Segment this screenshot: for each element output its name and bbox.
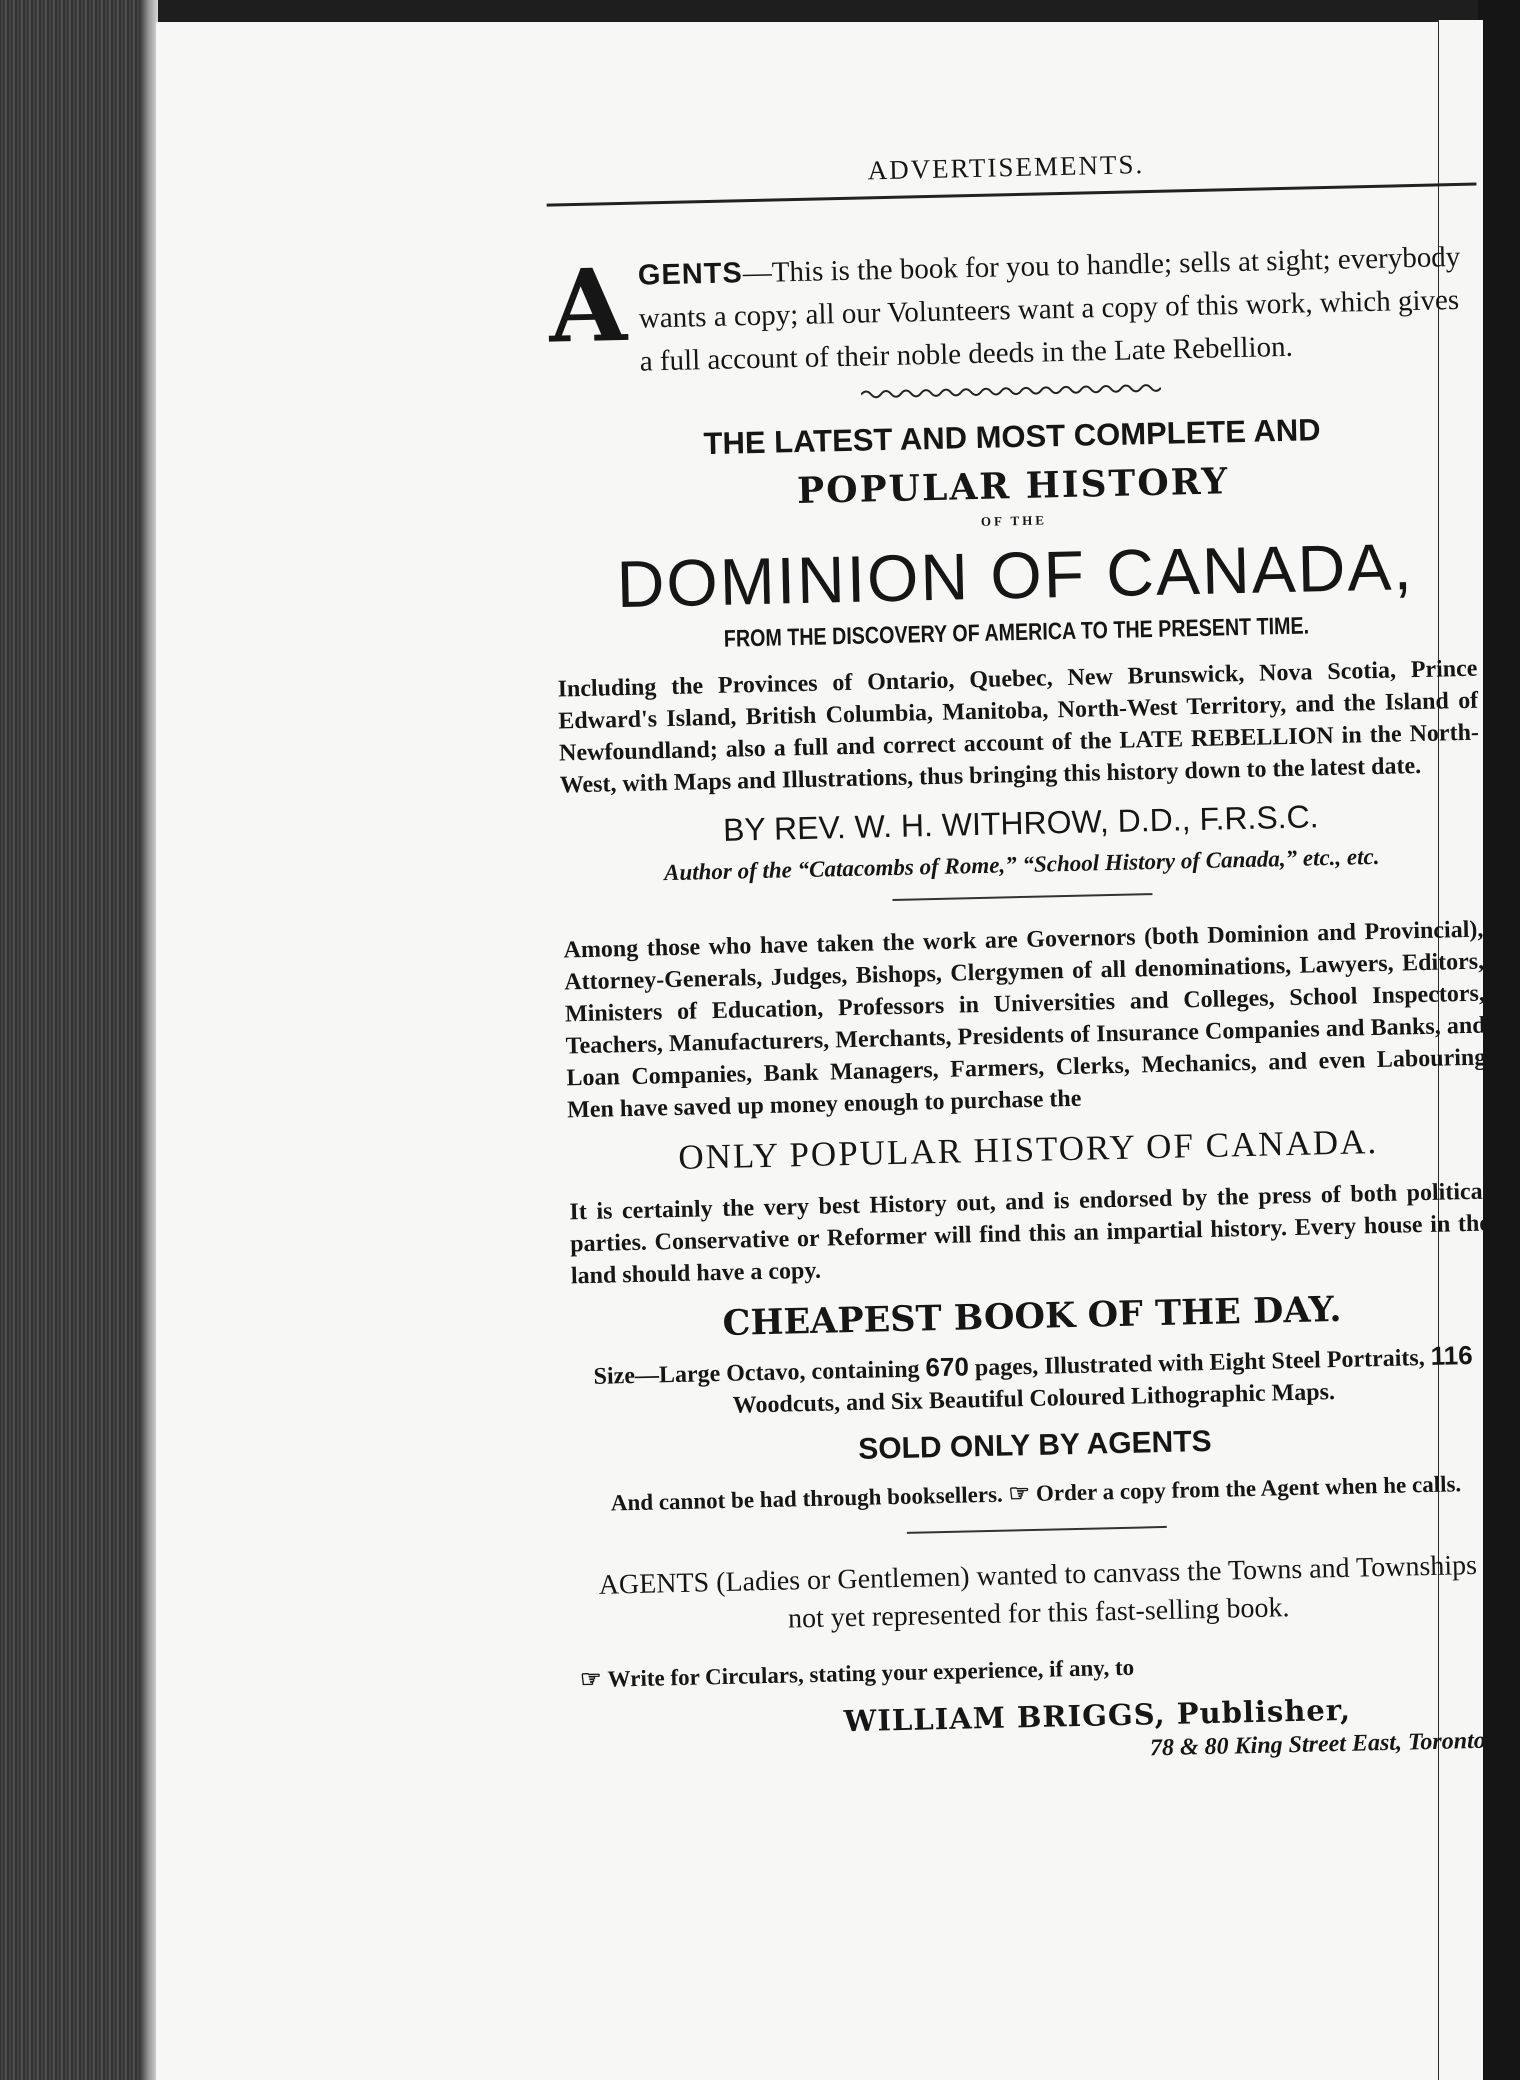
agents-intro xyxy=(548,236,1471,386)
only-popular-heading: ONLY POPULAR HISTORY OF CANADA. xyxy=(677,1122,1379,1177)
title-of-the: OF THE xyxy=(980,512,1048,529)
page-count: 670 xyxy=(925,1351,970,1383)
book-spine xyxy=(0,0,152,2080)
drop-cap: A xyxy=(547,245,628,366)
pointing-hand-icon: ☞ xyxy=(579,1666,602,1694)
write-for-circulars xyxy=(580,1644,1500,1694)
among-paragraph: Among those who have taken the work are Governors (both Dominion and Provincial), Attorney-Generals, Judges, Bishops, Clergymen of all denominations, Lawyers, Editors, Ministers of Education, Professors in Universities and Colleges, School Inspectors, Teachers, Manufacturers, Merchants, Presidents of Insurance Companies and Banks, and Loan Companies, Bank Managers, Farmers, Clerks, Mechanics, and even Labouring Men have saved up money enough to purchase the xyxy=(563,916,1487,1124)
size-text-1: Size—Large Octavo, containing xyxy=(593,1356,926,1390)
author-byline: BY REV. W. H. WITHROW, D.D., F.R.S.C. xyxy=(722,798,1319,848)
intro-text: —This is the book for you to handle; sells at sight; everybody wants a copy; all our Volunteers want a copy of this work, which gives a full account of their noble deeds in the Late Rebellion. xyxy=(638,240,1461,378)
title-latest: THE LATEST AND MOST COMPLETE AND xyxy=(703,412,1321,462)
woodcut-count: 116 xyxy=(1430,1339,1473,1371)
title-subtitle: FROM THE DISCOVERY OF AMERICA TO THE PRESENT TIME. xyxy=(723,612,1310,653)
size-paragraph xyxy=(573,1338,1494,1425)
running-head: ADVERTISEMENTS. xyxy=(867,149,1145,186)
advertisement-content xyxy=(546,142,1502,1775)
publisher-name: WILLIAM BRIGGS, Publisher, xyxy=(843,1692,1352,1739)
size-text-3: Woodcuts, and Six Beautiful Coloured Lithographic Maps. xyxy=(732,1379,1336,1419)
sold-only-heading: SOLD ONLY BY AGENTS xyxy=(857,1424,1212,1466)
divider-rule xyxy=(892,893,1152,901)
including-paragraph: Including the Provinces of Ontario, Quebec, New Brunswick, Nova Scotia, Prince Edward's Island, British Columbia, Manitoba, North-West Territory, and the Island of Newfoundland; also a full and correct account of the LATE REBELLION in the North-West, with Maps and Illustrations, thus bringing this history down to the latest date. xyxy=(557,655,1480,799)
cannot-be-had-text: And cannot be had through booksellers. xyxy=(610,1481,1004,1516)
write-for-text: Write for Circulars, stating your experience, if any, to xyxy=(607,1654,1135,1692)
book-page xyxy=(156,22,1493,2080)
intro-lead: GENTS xyxy=(637,257,744,292)
certainly-paragraph: It is certainly the very best History out, and is endorsed by the press of both political parties. Conservative or Reformer will find this an impartial history. Every house in the land should have a copy. xyxy=(569,1178,1491,1290)
title-dominion: DOMINION OF CANADA, xyxy=(615,529,1415,622)
pointing-hand-icon: ☞ xyxy=(1008,1481,1031,1508)
agents-wanted-paragraph: AGENTS (Ladies or Gentlemen) wanted to canvass the Towns and Townships not yet represented for this fast-selling book. xyxy=(598,1549,1478,1635)
publisher-address: 78 & 80 King Street East, Toronto. xyxy=(1149,1727,1493,1762)
order-copy-text: Order a copy from the Agent when he calls. xyxy=(1035,1471,1462,1506)
booksellers-note xyxy=(576,1468,1496,1519)
author-works: Author of the “Catacombs of Rome,” “School History of Canada,” etc., etc. xyxy=(663,843,1380,886)
wavy-divider xyxy=(861,382,1161,401)
divider-rule-2 xyxy=(907,1526,1167,1534)
cheapest-heading: CHEAPEST BOOK OF THE DAY. xyxy=(722,1288,1342,1344)
size-text-2: pages, Illustrated with Eight Steel Portraits, xyxy=(968,1344,1432,1382)
title-popular-history: POPULAR HISTORY xyxy=(796,460,1230,513)
